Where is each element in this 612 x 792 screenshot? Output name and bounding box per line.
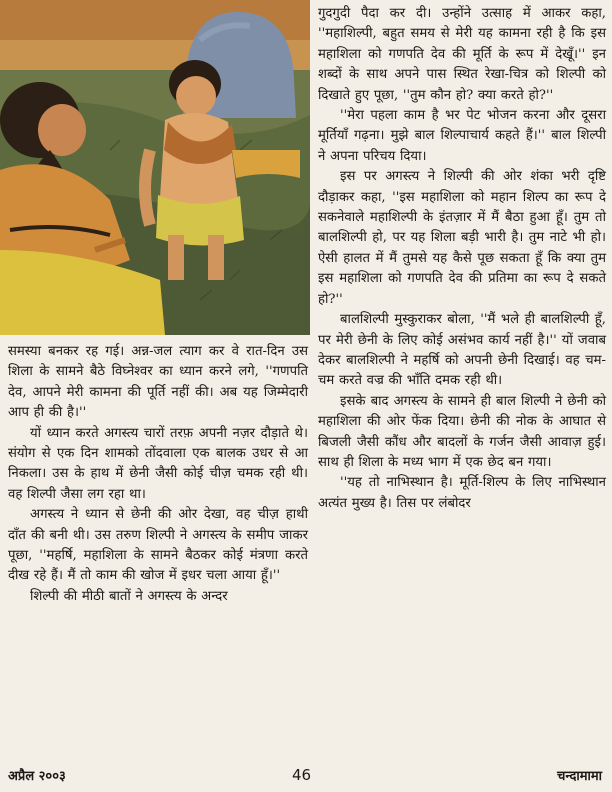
left-text-column — [8, 342, 308, 607]
sage-and-boy-illustration-icon — [0, 0, 310, 335]
paragraph: इसके बाद अगस्त्य के सामने ही बाल शिल्पी ने छेनी को महाशिला की ओर फेंक दिया। छेनी की नोक के आघात से बिजली जैसी कौंध और बादलों के गर्जन जैसी आवाज़ हुई। साथ ही शिला के मध्य भाग में एक छेद बन गया। — [318, 393, 606, 470]
right-text-column — [318, 4, 606, 514]
page-footer — [0, 764, 612, 788]
paragraph: गुदगुदी पैदा कर दी। उन्होंने उत्साह में आकर कहा, ''महाशिल्पी, बहुत समय से मेरी यह कामना रही है कि इस महाशिला को गणपति देव की मूर्ति के रूप में देखूँ।'' इन शब्दों के साथ अपने पास स्थित रेखा-चित्र को शिल्पी को दिखाते हुए पूछा, ''तुम कौन हो? क्या करते हो?'' — [318, 6, 606, 103]
paragraph: ''मेरा पहला काम है भर पेट भोजन करना और दूसरा मूर्तियाँ गढ़ना। मुझे बाल शिल्पाचार्य कहते हैं।'' बाल शिल्पी ने अपना परिचय दिया। — [318, 108, 606, 164]
paragraph: बालशिल्पी मुस्कुराकर बोला, ''मैं भले ही बालशिल्पी हूँ, पर मेरी छेनी के लिए कोई असंभव कार्य नहीं है।'' यों जवाब देकर बालशिल्पी ने महर्षि को अपनी छेनी दिखाई। वह चम-चम करते वज्र की भाँति दमक रही थी। — [318, 312, 606, 389]
paragraph: शिल्पी की मीठी बातों ने अगस्त्य के अन्दर — [30, 588, 228, 604]
page-number: 46 — [292, 766, 312, 784]
paragraph: समस्या बनकर रह गई। अन्न-जल त्याग कर वे रात-दिन उस शिला के सामने बैठे विघ्नेश्वर का ध्यान करने लगे, ''गणपति देव, आपने मेरी कामना की पूर्ति नहीं की। अब यह जिम्मेदारी आप ही की है।'' — [8, 344, 308, 421]
magazine-name: चन्दामामा — [557, 769, 602, 784]
story-illustration — [0, 0, 310, 335]
paragraph: अगस्त्य ने ध्यान से छेनी की ओर देखा, वह चीज़ हाथी दाँत की बनी थी। उस तरुण शिल्पी ने अगस्त्य के समीप जाकर पूछा, ''महर्षि, महाशिला के सामने बैठकर कोई मंत्रणा करते दीख रहे हैं। मैं तो काम की खोज में इधर चला आया हूँ।'' — [8, 507, 308, 584]
paragraph: इस पर अगस्त्य ने शिल्पी की ओर शंका भरी दृष्टि दौड़ाकर कहा, ''इस महाशिला को महान शिल्प का रूप दे सकनेवाले महाशिल्पी के इंतज़ार में मैं बैठा हुआ हूँ। तुम तो बालशिल्पी हो, पर यह शिला बड़ी भारी है। तुम नाटे भी हो। ऐसी हालत में मैं तुमसे यह कैसे पूछ सकता हूँ कि क्या तुम इस महाशिला को गणपति देव की प्रतिमा का रूप दे सकते हो?'' — [318, 169, 606, 307]
paragraph: यों ध्यान करते अगस्त्य चारों तरफ़ अपनी नज़र दौड़ाते थे। संयोग से एक दिन शामको तोंदवाला एक बालक उधर से आ निकला। उस के हाथ में छेनी जैसी कोई चीज़ चमक रही थी। वह शिल्पी जैसा लग रहा था। — [8, 425, 308, 502]
issue-date: अप्रैल २००३ — [8, 769, 66, 784]
paragraph: ''यह तो नाभिस्थान है। मूर्ति-शिल्प के लिए नाभिस्थान अत्यंत मुख्य है। तिस पर लंबोदर — [318, 475, 606, 511]
